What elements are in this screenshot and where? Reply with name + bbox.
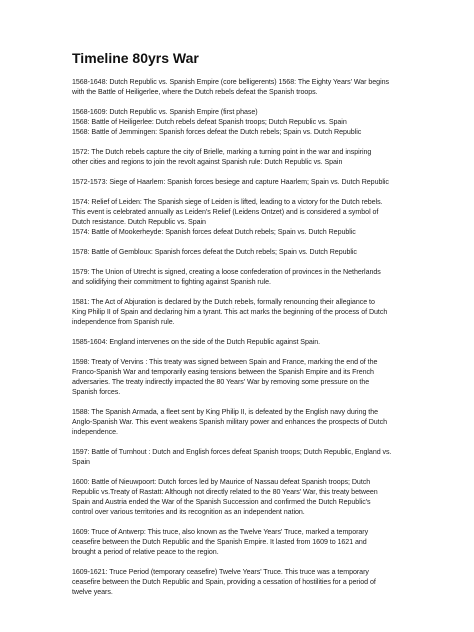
text-line: Republic vs.Treaty of Rastatt: Although not directly related to the 80 Years' War, this treaty between bbox=[72, 488, 378, 496]
timeline-paragraph bbox=[72, 407, 432, 437]
text-line: Spanish forces. bbox=[72, 388, 121, 396]
text-line: 1609-1621: Truce Period (temporary ceasefire) Twelve Years' Truce. This truce was a temporary bbox=[72, 568, 369, 576]
text-line: 1568-1609: Dutch Republic vs. Spanish Empire (first phase) bbox=[72, 108, 258, 116]
timeline-paragraph bbox=[72, 77, 432, 97]
text-line: other cities and regions to join the revolt against Spanish rule: Dutch Republic vs. Spain bbox=[72, 158, 343, 166]
text-line: Franco-Spanish War and temporarily easing tensions between the Spanish Empire and its French bbox=[72, 368, 374, 376]
timeline-paragraph bbox=[72, 247, 432, 257]
text-line: Spain and Austria ended the War of the Spanish Succession and confirmed the Dutch Republic's bbox=[72, 498, 371, 506]
text-line: 1574: Relief of Leiden: The Spanish siege of Leiden is lifted, leading to a victory for the Dutch rebels. bbox=[72, 198, 383, 206]
text-line: 1598: Treaty of Vervins : This treaty was signed between Spain and France, marking the end of the bbox=[72, 358, 378, 366]
text-line: This event is celebrated annually as Leiden's Relief (Leidens Ontzet) and is considered a symbol of bbox=[72, 208, 379, 216]
text-line: 1568-1648: Dutch Republic vs. Spanish Empire (core belligerents) 1568: The Eighty Years' War begins bbox=[72, 78, 389, 86]
text-line: 1572: The Dutch rebels capture the city of Brielle, marking a turning point in the war and inspiring bbox=[72, 148, 372, 156]
text-line: ceasefire between the Dutch Republic and the Spanish Empire. It lasted from 1609 to 1621 and bbox=[72, 538, 367, 546]
text-line: Anglo-Spanish War. This event weakens Spanish military power and enhances the prospects of Dutch bbox=[72, 418, 387, 426]
text-line: 1609: Truce of Antwerp: This truce, also known as the Twelve Years' Truce, marked a temporary bbox=[72, 528, 369, 536]
text-line: 1578: Battle of Gembloux: Spanish forces defeat the Dutch rebels; Spain vs. Dutch Republic bbox=[72, 248, 357, 256]
text-line: 1585-1604: England intervenes on the side of the Dutch Republic against Spain. bbox=[72, 338, 321, 346]
text-line: 1574: Battle of Mookerheyde: Spanish forces defeat Dutch rebels; Spain vs. Dutch Republic bbox=[72, 228, 356, 236]
text-line: independence. bbox=[72, 428, 118, 436]
text-line: Spain bbox=[72, 458, 90, 466]
text-line: 1588: The Spanish Armada, a fleet sent by King Philip II, is defeated by the English navy during the bbox=[72, 408, 379, 416]
text-line: 1600: Battle of Nieuwpoort: Dutch forces led by Maurice of Nassau defeat Spanish troops; Dutch bbox=[72, 478, 371, 486]
timeline-paragraph bbox=[72, 197, 432, 237]
text-line: brought a period of relative peace to the region. bbox=[72, 548, 219, 556]
text-line: twelve years. bbox=[72, 588, 113, 596]
timeline-paragraph bbox=[72, 267, 432, 287]
text-line: ceasefire between the Dutch Republic and Spain, providing a cessation of hostilities for a period of bbox=[72, 578, 376, 586]
timeline-paragraph bbox=[72, 477, 432, 517]
text-line: control over various territories and its recognition as an independent nation. bbox=[72, 508, 305, 516]
text-line: 1572-1573: Siege of Haarlem: Spanish forces besiege and capture Haarlem; Spain vs. Dutch Republic bbox=[72, 178, 389, 186]
text-line: 1597: Battle of Turnhout : Dutch and English forces defeat Spanish troops; Dutch Republic, England vs. bbox=[72, 448, 392, 456]
timeline-paragraph bbox=[72, 337, 432, 347]
text-line: adversaries. The treaty indirectly impacted the 80 Years' War by removing some pressure on the bbox=[72, 378, 370, 386]
text-line: Dutch resistance. Dutch Republic vs. Spain bbox=[72, 218, 206, 226]
document-title: Timeline 80yrs War bbox=[72, 50, 199, 66]
timeline-paragraph bbox=[72, 527, 432, 557]
timeline-paragraph bbox=[72, 357, 432, 397]
document-body bbox=[72, 77, 432, 607]
timeline-paragraph bbox=[72, 567, 432, 597]
text-line: 1568: Battle of Jemmingen: Spanish forces defeat the Dutch rebels; Spain vs. Dutch Republic bbox=[72, 128, 362, 136]
timeline-paragraph bbox=[72, 447, 432, 467]
text-line: 1581: The Act of Abjuration is declared by the Dutch rebels, formally renouncing their allegiance to bbox=[72, 298, 375, 306]
timeline-paragraph bbox=[72, 177, 432, 187]
text-line: and solidifying their commitment to fighting against Spanish rule. bbox=[72, 278, 271, 286]
text-line: independence from Spanish rule. bbox=[72, 318, 175, 326]
text-line: King Philip II of Spain and declaring him a tyrant. This act marks the beginning of the process of Dutch bbox=[72, 308, 388, 316]
timeline-paragraph bbox=[72, 297, 432, 327]
text-line: 1579: The Union of Utrecht is signed, creating a loose confederation of provinces in the Netherlands bbox=[72, 268, 381, 276]
timeline-paragraph bbox=[72, 147, 432, 167]
text-line: 1568: Battle of Heiligerlee: Dutch rebels defeat Spanish troops; Dutch Republic vs. Spain bbox=[72, 118, 347, 126]
text-line: with the Battle of Heiligerlee, where the Dutch rebels defeat the Spanish troops. bbox=[72, 88, 318, 96]
timeline-paragraph bbox=[72, 107, 432, 137]
